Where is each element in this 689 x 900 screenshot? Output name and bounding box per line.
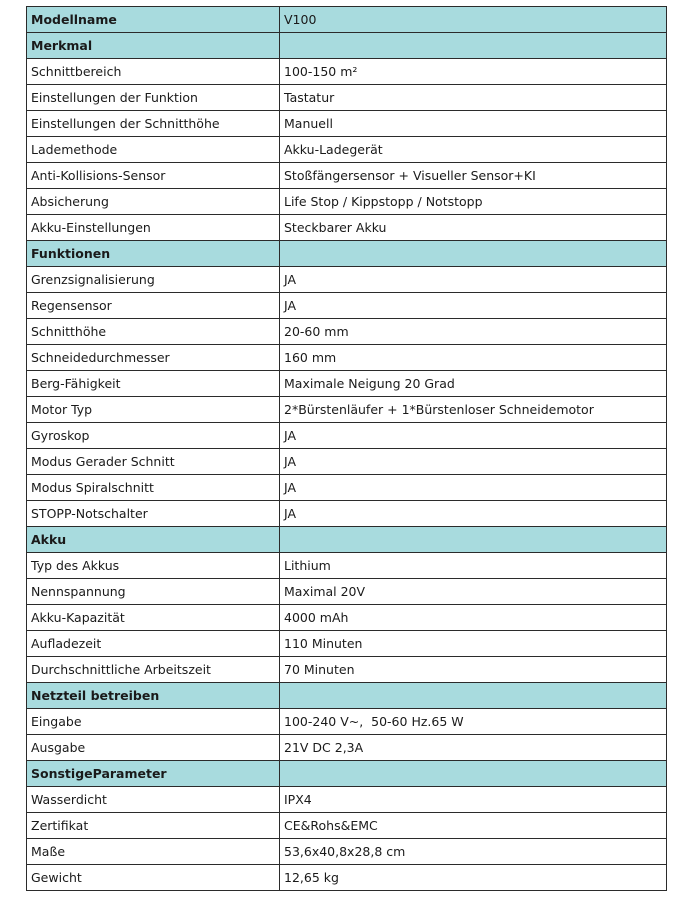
spec-value: 160 mm xyxy=(280,345,667,371)
spec-value: IPX4 xyxy=(280,787,667,813)
spec-label: Eingabe xyxy=(27,709,280,735)
spec-value: 21V DC 2,3A xyxy=(280,735,667,761)
table-row xyxy=(27,215,667,241)
section-empty-cell xyxy=(280,241,667,267)
section-empty-cell xyxy=(280,761,667,787)
table-row xyxy=(27,163,667,189)
spec-value: 100-240 V~, 50-60 Hz.65 W xyxy=(280,709,667,735)
spec-label: Typ des Akkus xyxy=(27,553,280,579)
table-row xyxy=(27,319,667,345)
spec-label: Wasserdicht xyxy=(27,787,280,813)
section-title: Netzteil betreiben xyxy=(27,683,280,709)
spec-value: Tastatur xyxy=(280,85,667,111)
spec-value: JA xyxy=(280,423,667,449)
spec-table-body xyxy=(27,7,667,891)
section-header-funktionen xyxy=(27,241,667,267)
spec-value: Maximal 20V xyxy=(280,579,667,605)
table-row xyxy=(27,85,667,111)
spec-label: Schnitthöhe xyxy=(27,319,280,345)
spec-label: Regensensor xyxy=(27,293,280,319)
spec-value: 70 Minuten xyxy=(280,657,667,683)
spec-label: Aufladezeit xyxy=(27,631,280,657)
table-row xyxy=(27,189,667,215)
section-title: SonstigeParameter xyxy=(27,761,280,787)
spec-label: Grenzsignalisierung xyxy=(27,267,280,293)
table-row xyxy=(27,553,667,579)
spec-label: Gyroskop xyxy=(27,423,280,449)
spec-label: Modus Gerader Schnitt xyxy=(27,449,280,475)
spec-value: 110 Minuten xyxy=(280,631,667,657)
spec-value: 12,65 kg xyxy=(280,865,667,891)
table-row xyxy=(27,709,667,735)
section-empty-cell xyxy=(280,683,667,709)
section-header-sonstige xyxy=(27,761,667,787)
table-row xyxy=(27,59,667,85)
spec-value: JA xyxy=(280,475,667,501)
spec-label: Einstellungen der Funktion xyxy=(27,85,280,111)
table-row xyxy=(27,449,667,475)
table-row xyxy=(27,605,667,631)
section-header-netzteil xyxy=(27,683,667,709)
table-row xyxy=(27,293,667,319)
table-row xyxy=(27,371,667,397)
table-row xyxy=(27,137,667,163)
table-row xyxy=(27,657,667,683)
spec-label: STOPP-Notschalter xyxy=(27,501,280,527)
section-title: Funktionen xyxy=(27,241,280,267)
spec-value: Stoßfängersensor + Visueller Sensor+KI xyxy=(280,163,667,189)
table-row xyxy=(27,839,667,865)
table-row xyxy=(27,579,667,605)
table-row xyxy=(27,865,667,891)
spec-table xyxy=(26,6,667,891)
spec-label: Motor Typ xyxy=(27,397,280,423)
spec-value: 2*Bürstenläufer + 1*Bürstenloser Schneidemotor xyxy=(280,397,667,423)
spec-value: CE&Rohs&EMC xyxy=(280,813,667,839)
spec-label: Modus Spiralschnitt xyxy=(27,475,280,501)
model-name-value: V100 xyxy=(280,7,667,33)
table-row xyxy=(27,501,667,527)
table-row xyxy=(27,111,667,137)
spec-label: Berg-Fähigkeit xyxy=(27,371,280,397)
model-name-row xyxy=(27,7,667,33)
spec-value: 4000 mAh xyxy=(280,605,667,631)
table-row xyxy=(27,423,667,449)
spec-value: Lithium xyxy=(280,553,667,579)
spec-label: Absicherung xyxy=(27,189,280,215)
spec-label: Anti-Kollisions-Sensor xyxy=(27,163,280,189)
section-title: Merkmal xyxy=(27,33,280,59)
spec-label: Lademethode xyxy=(27,137,280,163)
section-empty-cell xyxy=(280,33,667,59)
table-row xyxy=(27,397,667,423)
spec-label: Akku-Kapazität xyxy=(27,605,280,631)
spec-value: Steckbarer Akku xyxy=(280,215,667,241)
spec-value: Akku-Ladegerät xyxy=(280,137,667,163)
spec-value: Life Stop / Kippstopp / Notstopp xyxy=(280,189,667,215)
spec-value: JA xyxy=(280,501,667,527)
spec-value: JA xyxy=(280,267,667,293)
table-row xyxy=(27,787,667,813)
model-name-label: Modellname xyxy=(27,7,280,33)
spec-label: Einstellungen der Schnitthöhe xyxy=(27,111,280,137)
spec-value: 100-150 m² xyxy=(280,59,667,85)
spec-label: Nennspannung xyxy=(27,579,280,605)
table-row xyxy=(27,475,667,501)
spec-value: JA xyxy=(280,449,667,475)
spec-label: Maße xyxy=(27,839,280,865)
section-title: Akku xyxy=(27,527,280,553)
table-row xyxy=(27,735,667,761)
spec-label: Durchschnittliche Arbeitszeit xyxy=(27,657,280,683)
section-header-merkmal xyxy=(27,33,667,59)
table-row xyxy=(27,345,667,371)
spec-label: Schneidedurchmesser xyxy=(27,345,280,371)
spec-value: 53,6x40,8x28,8 cm xyxy=(280,839,667,865)
spec-value: JA xyxy=(280,293,667,319)
spec-value: Maximale Neigung 20 Grad xyxy=(280,371,667,397)
section-empty-cell xyxy=(280,527,667,553)
section-header-akku xyxy=(27,527,667,553)
spec-label: Akku-Einstellungen xyxy=(27,215,280,241)
spec-label: Zertifikat xyxy=(27,813,280,839)
spec-label: Ausgabe xyxy=(27,735,280,761)
table-row xyxy=(27,267,667,293)
spec-value: 20-60 mm xyxy=(280,319,667,345)
table-row xyxy=(27,631,667,657)
spec-value: Manuell xyxy=(280,111,667,137)
spec-label: Gewicht xyxy=(27,865,280,891)
spec-label: Schnittbereich xyxy=(27,59,280,85)
table-row xyxy=(27,813,667,839)
